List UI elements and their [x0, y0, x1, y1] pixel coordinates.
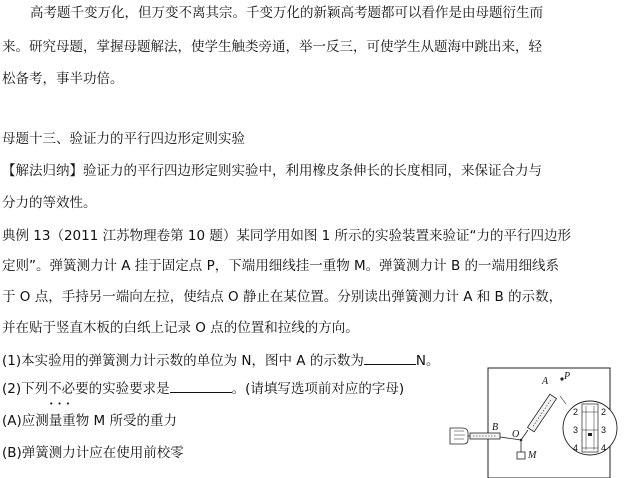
label-a: A — [542, 376, 549, 387]
scale-tick-left-3: 3 — [573, 425, 579, 435]
option-a: (A)应测量重物 M 所受的重力 — [2, 413, 177, 429]
example-line-2: 定则”。弹簧测力计 A 挂于固定点 P，下端用细线挂一重物 M。弹簧测力计 B 的一端用细线系 — [2, 258, 560, 274]
section-title: 母题十三、验证力的平行四边形定则实验 — [2, 131, 245, 147]
q1-prefix: (1)本实验用的弹簧测力计示数的单位为 N，图中 A 的示数为 — [2, 353, 364, 369]
scale-magnifier — [563, 401, 617, 455]
hand-icon — [450, 428, 468, 444]
scale-tick-left-2: 2 — [573, 407, 579, 417]
example-line-4: 并在贴于竖直木板的白纸上记录 O 点的位置和拉线的方向。 — [2, 320, 359, 336]
label-p: P — [564, 371, 571, 382]
scale-tick-right-2: 2 — [601, 407, 607, 417]
label-b: B — [492, 422, 499, 433]
intro-line-2: 来。研究母题，掌握母题解法，使学生触类旁通，举一反三，可使学生从题海中跳出来，轻 — [2, 39, 542, 55]
q2-suffix: 。(请填写选项前对应的字母) — [231, 381, 405, 397]
label-o: O — [512, 429, 520, 440]
weight-m — [517, 452, 525, 459]
q2-answer-blank[interactable] — [170, 378, 232, 393]
label-m: M — [528, 450, 537, 461]
q2-middle: 的实验要求是 — [88, 381, 170, 397]
example-line-1: 典例 13（2011 江苏物理卷第 10 题）某同学用如图 1 所示的实验装置来验证“力的平行四边形 — [2, 228, 572, 244]
method-line-1: 【解法归纳】验证力的平行四边形定则实验中，利用橡皮条伸长的长度相同，来保证合力与 — [2, 163, 542, 179]
question-1 — [2, 350, 439, 370]
scale-tick-left-4: 4 — [573, 443, 579, 453]
intro-line-3: 松备考，事半功倍。 — [2, 71, 124, 87]
experiment-figure — [448, 366, 624, 478]
q1-suffix: N。 — [415, 353, 440, 369]
magnifier-pointer — [560, 396, 566, 404]
option-b: (B)弹簧测力计应在使用前校零 — [2, 445, 184, 461]
q2-emphasis: 不必要 • • • — [48, 381, 89, 397]
scale-tick-right-3: 3 — [601, 425, 607, 435]
scale-tick-right-4: 4 — [601, 443, 607, 453]
spring-scale-a — [528, 394, 557, 432]
intro-line-1: 高考题千变万化，但万变不离其宗。千变万化的新颖高考题都可以看作是由母题衍生而 — [30, 5, 543, 21]
method-line-2: 分力的等效性。 — [2, 195, 97, 211]
q1-answer-blank[interactable] — [364, 350, 416, 365]
spring-scale-b — [470, 433, 500, 439]
question-2 — [2, 378, 404, 398]
example-line-3: 于 O 点，手持另一端向左拉，使结点 O 静止在某位置。分别读出弹簧测力计 A 和 B 的示数， — [2, 289, 563, 305]
q2-prefix: (2)下列 — [2, 381, 49, 397]
string-oa — [521, 430, 528, 440]
